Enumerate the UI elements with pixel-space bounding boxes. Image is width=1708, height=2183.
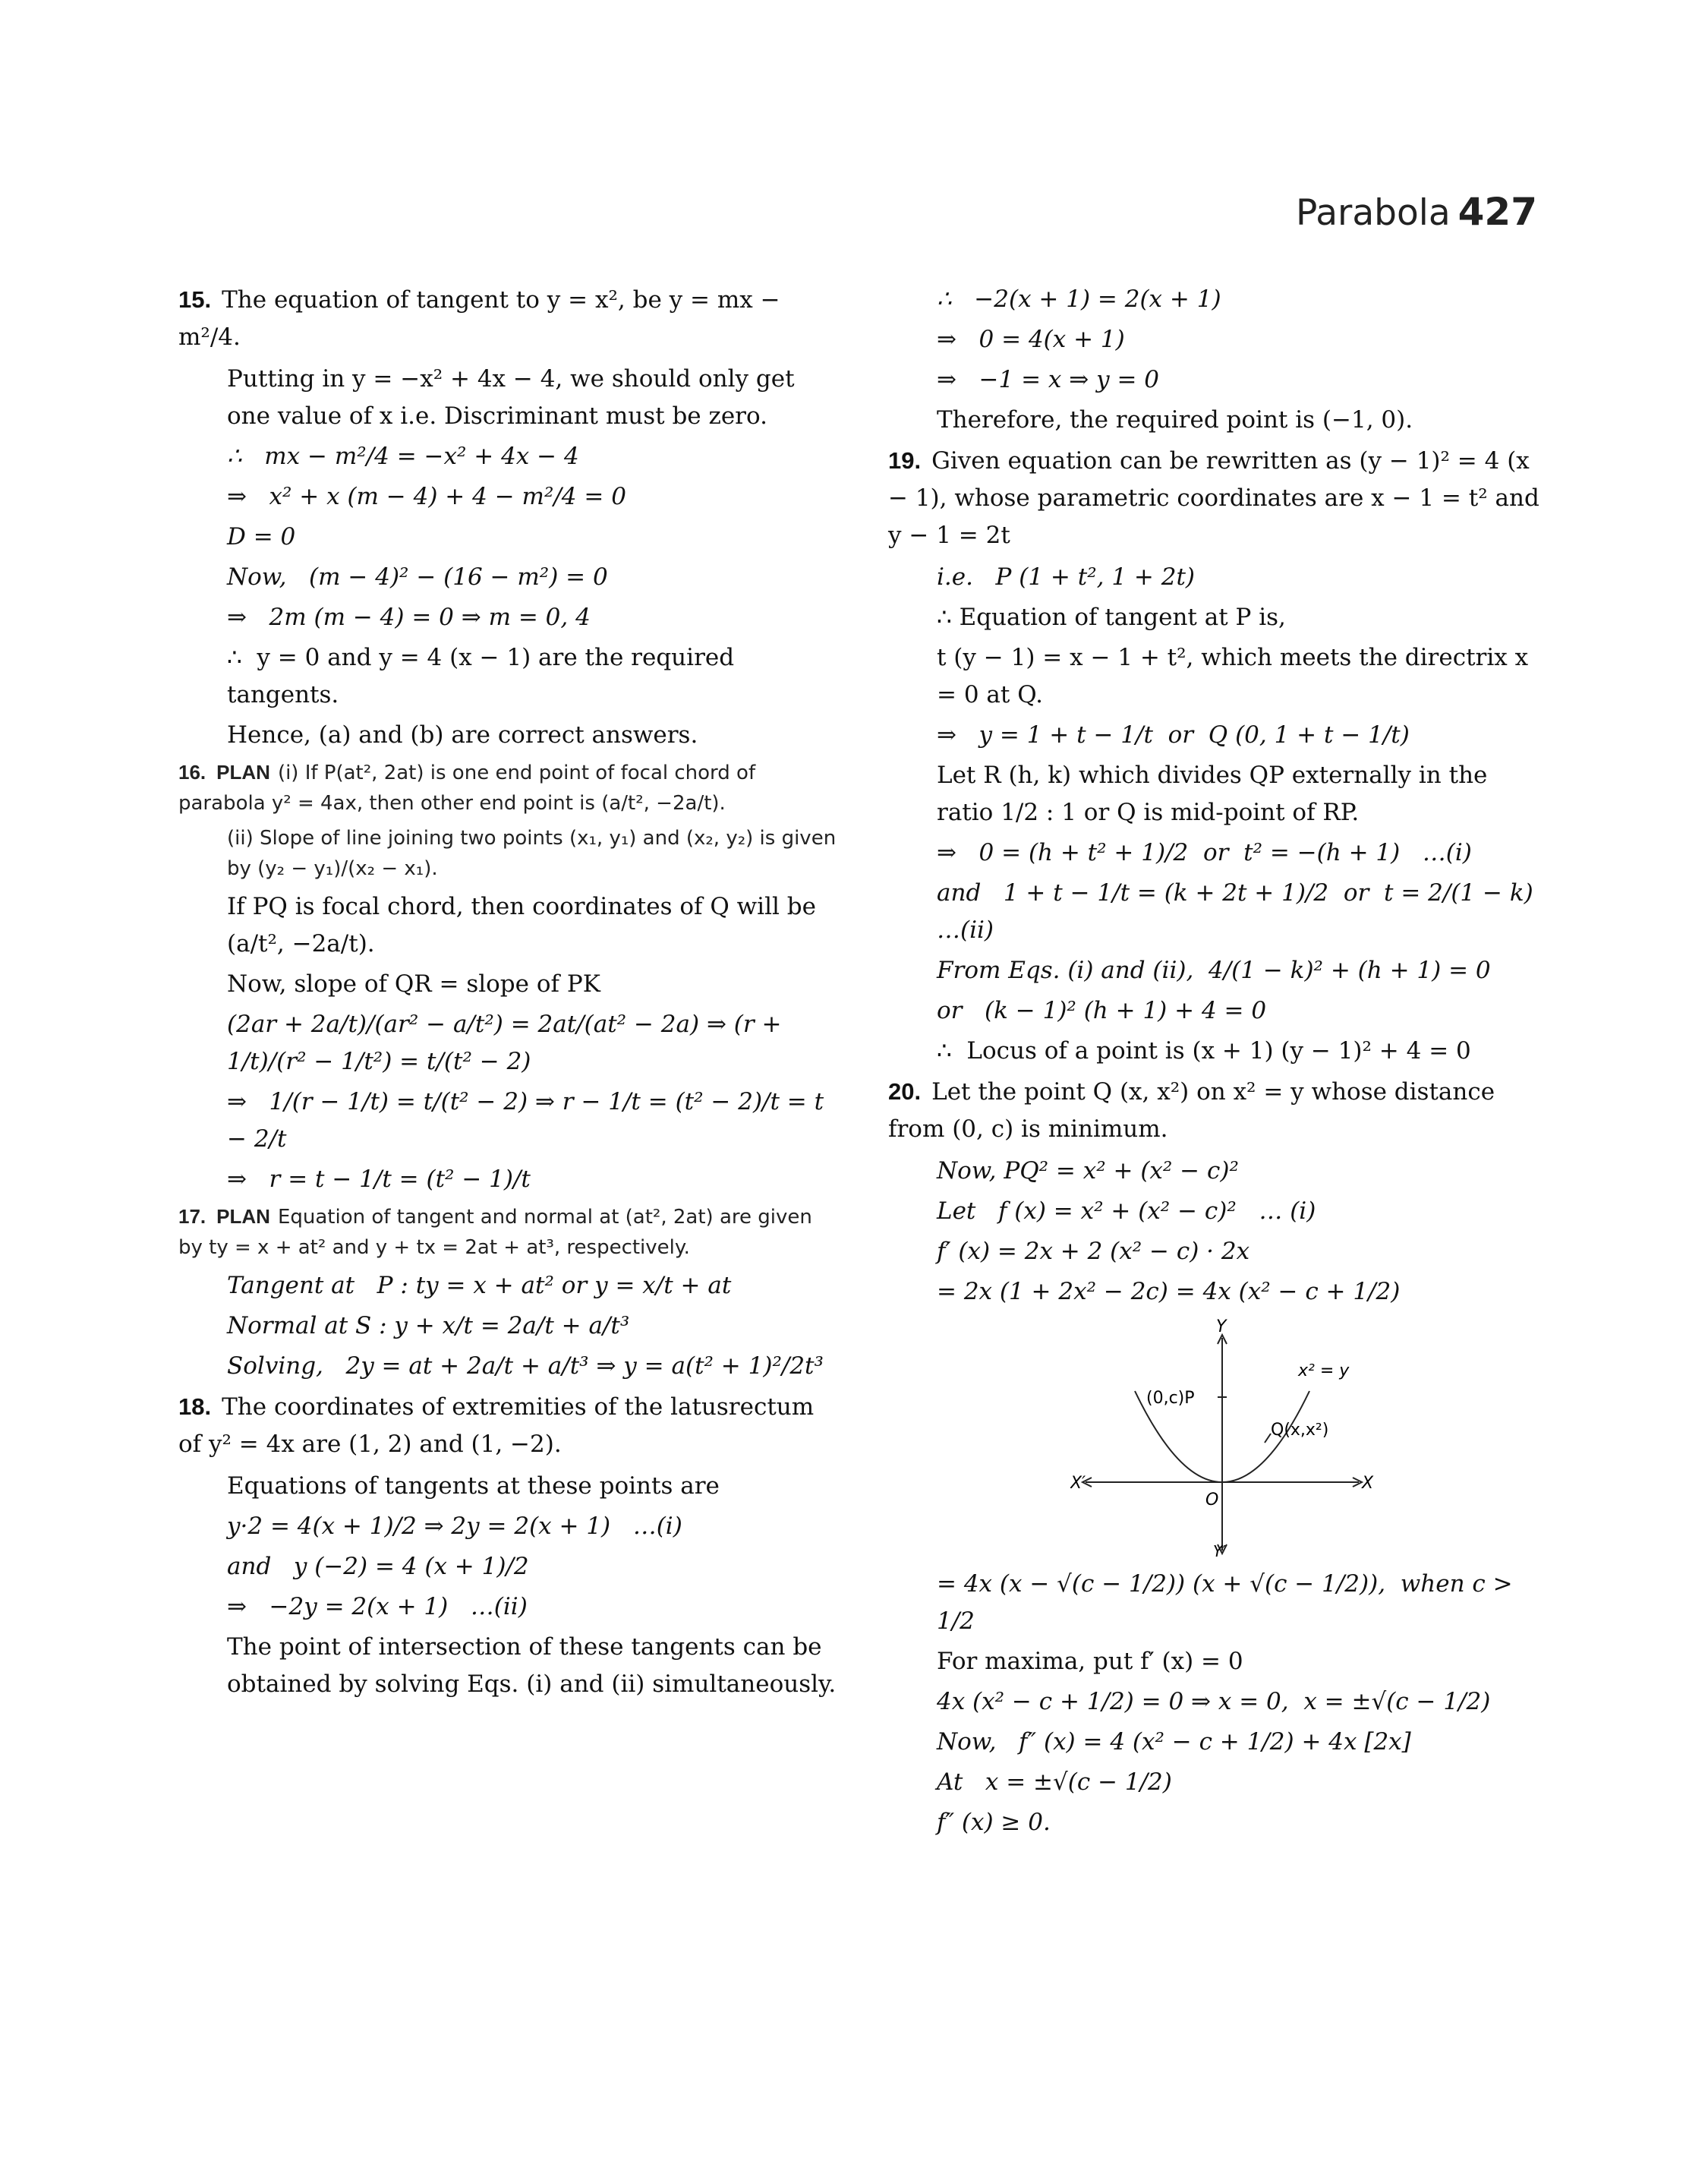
equation-line: (2ar + 2a/t)/(ar² − a/t²) = 2at/(at² − 2a) ⇒ (r + 1/t)/(r² − 1/t²) = t/(t² − 2) xyxy=(227,1011,789,1075)
equation-line: Solving, 2y = at + 2a/t + a/t³ ⇒ y = a(t² + 1)²/2t³ xyxy=(227,1352,824,1380)
y-neg-axis-label: Y′ xyxy=(1213,1542,1226,1558)
text-line: Equations of tangents at these points are xyxy=(227,1472,720,1500)
equation-line: Normal at S : y + x/t = 2a/t + a/t³ xyxy=(227,1312,630,1339)
equation-line: ⇒ y = 1 + t − 1/t or Q (0, 1 + t − 1/t) xyxy=(937,721,1410,749)
text-line: The point of intersection of these tangents can be obtained by solving Eqs. (i) and (ii) simultaneously. xyxy=(227,1633,837,1698)
equation-line: ⇒ 0 = 4(x + 1) xyxy=(937,326,1125,353)
equation-line: At x = ±√(c − 1/2) xyxy=(937,1768,1172,1796)
equation-line: Now, (m − 4)² − (16 − m²) = 0 xyxy=(227,563,608,591)
chapter-title: Parabola xyxy=(1296,192,1451,234)
question-number: 15. xyxy=(178,286,212,313)
parabola-graph xyxy=(1070,1315,1374,1558)
text-line: Therefore, the required point is (−1, 0). xyxy=(937,406,1413,434)
equation-line: or (k − 1)² (h + 1) + 4 = 0 xyxy=(937,997,1267,1024)
equation-line: ∴ −2(x + 1) = 2(x + 1) xyxy=(937,285,1221,313)
equation-line: ∴ mx − m²/4 = −x² + 4x − 4 xyxy=(227,443,579,470)
question-text: The coordinates of extremities of the latusrectum of y² = 4x are (1, 2) and (1, −2). xyxy=(178,1393,815,1458)
equation-line: i.e. P (1 + t², 1 + 2t) xyxy=(937,563,1196,591)
equation-line: ⇒ x² + x (m − 4) + 4 − m²/4 = 0 xyxy=(227,483,626,510)
text-line: t (y − 1) = x − 1 + t², which meets the directrix x = 0 at Q. xyxy=(937,644,1536,708)
point-p-label: (0,c)P xyxy=(1146,1389,1195,1408)
text-line: Let R (h, k) which divides QP externally in the ratio 1/2 : 1 or Q is mid-point of RP. xyxy=(937,762,1495,826)
equation-line: = 4x (x − √(c − 1/2)) (x + √(c − 1/2)), when c > 1/2 xyxy=(937,1570,1520,1635)
text-line: If PQ is focal chord, then coordinates of Q will be (a/t², −2a/t). xyxy=(227,893,824,957)
equation-line: From Eqs. (i) and (ii), 4/(1 − k)² + (h + 1) = 0 xyxy=(937,957,1491,984)
text-line: ∴ y = 0 and y = 4 (x − 1) are the required tangents. xyxy=(227,644,742,708)
equation-line: ⇒ r = t − 1/t = (t² − 1)/t xyxy=(227,1166,531,1193)
equation-line: Now, f″ (x) = 4 (x² − c + 1/2) + 4x [2x] xyxy=(937,1728,1411,1756)
equation-line: Tangent at P : ty = x + at² or y = x/t + at xyxy=(227,1272,732,1299)
equation-line: ⇒ −1 = x ⇒ y = 0 xyxy=(937,366,1160,393)
plan-text: Equation of tangent and normal at (at², 2at) are given by ty = x + at² and y + tx = 2at + at³, respectively. xyxy=(178,1206,812,1259)
text-line: For maxima, put f′ (x) = 0 xyxy=(937,1648,1243,1675)
question-block xyxy=(888,442,1549,554)
text-line: Now, slope of QR = slope of PK xyxy=(227,970,600,998)
equation-line: f″ (x) ≥ 0. xyxy=(937,1809,1051,1836)
question-block xyxy=(888,1073,1549,1148)
point-q-label: Q(x,x²) xyxy=(1271,1421,1329,1440)
equation-line: f′ (x) = 2x + 2 (x² − c) · 2x xyxy=(937,1238,1250,1265)
equation-line: and y (−2) = 4 (x + 1)/2 xyxy=(227,1553,529,1580)
equation-line: y·2 = 4(x + 1)/2 ⇒ 2y = 2(x + 1) …(i) xyxy=(227,1513,682,1540)
question-block xyxy=(178,281,839,356)
question-text: Given equation can be rewritten as (y − 1)² = 4 (x − 1), whose parametric coordinates are x − 1 = t² and y − 1 = 2t xyxy=(888,447,1539,549)
text-line: ∴ Equation of tangent at P is, xyxy=(937,604,1286,631)
equation-line: Now, PQ² = x² + (x² − c)² xyxy=(937,1157,1239,1185)
question-number: 18. xyxy=(178,1393,212,1420)
equation-line: 4x (x² − c + 1/2) = 0 ⇒ x = 0, x = ±√(c − 1/2) xyxy=(937,1688,1491,1715)
right-column xyxy=(888,281,1556,1844)
plan-text: (ii) Slope of line joining two points (x₁, y₁) and (x₂, y₂) is given by (y₂ − y₁)/(x₂ − x₁). xyxy=(227,827,837,880)
question-text: Let the point Q (x, x²) on x² = y whose distance from (0, c) is minimum. xyxy=(888,1078,1495,1143)
question-block xyxy=(178,1388,839,1463)
point-q-tick xyxy=(1265,1434,1271,1443)
question-text: The equation of tangent to y = x², be y = mx − m²/4. xyxy=(178,286,780,351)
equation-line: Let f (x) = x² + (x² − c)² … (i) xyxy=(937,1197,1316,1225)
equation-line: and 1 + t − 1/t = (k + 2t + 1)/2 or t = 2/(1 − k) …(ii) xyxy=(937,879,1556,944)
left-column xyxy=(178,281,839,1706)
curve-label: x² = y xyxy=(1298,1361,1350,1380)
question-number: 17. xyxy=(178,1205,206,1228)
equation-line: ⇒ 2m (m − 4) = 0 ⇒ m = 0, 4 xyxy=(227,604,591,631)
x-axis-label: X xyxy=(1362,1474,1374,1493)
y-axis-label: Y xyxy=(1216,1317,1227,1336)
page-number: 427 xyxy=(1457,190,1537,234)
plan-text: (i) If P(at², 2at) is one end point of focal chord of parabola y² = 4ax, then other end point is (a/t², −2a/t). xyxy=(178,762,756,815)
text-line: ∴ Locus of a point is (x + 1) (y − 1)² + 4 = 0 xyxy=(937,1037,1471,1065)
plan-block xyxy=(178,1201,839,1263)
equation-line: ⇒ 1/(r − 1/t) = t/(t² − 2) ⇒ r − 1/t = (t² − 2)/t = t − 2/t xyxy=(227,1088,831,1153)
question-number: 20. xyxy=(888,1078,922,1105)
equation-line: ⇒ −2y = 2(x + 1) …(ii) xyxy=(227,1593,528,1620)
x-neg-axis-label: X′ xyxy=(1070,1474,1086,1493)
equation-line: = 2x (1 + 2x² − 2c) = 4x (x² − c + 1/2) xyxy=(937,1278,1401,1305)
text-line: Hence, (a) and (b) are correct answers. xyxy=(227,721,698,749)
equation-line: ⇒ 0 = (h + t² + 1)/2 or t² = −(h + 1) …(i) xyxy=(937,839,1472,866)
text-line: Putting in y = −x² + 4x − 4, we should only get one value of x i.e. Discriminant must be zero. xyxy=(227,365,802,430)
plan-label: PLAN xyxy=(216,1205,270,1228)
equation-line: D = 0 xyxy=(227,523,296,550)
question-number: 16. xyxy=(178,761,206,784)
question-number: 19. xyxy=(888,447,922,474)
plan-block xyxy=(178,757,839,819)
page-header xyxy=(1296,190,1537,234)
origin-label: O xyxy=(1205,1491,1219,1509)
plan-label: PLAN xyxy=(216,761,270,784)
